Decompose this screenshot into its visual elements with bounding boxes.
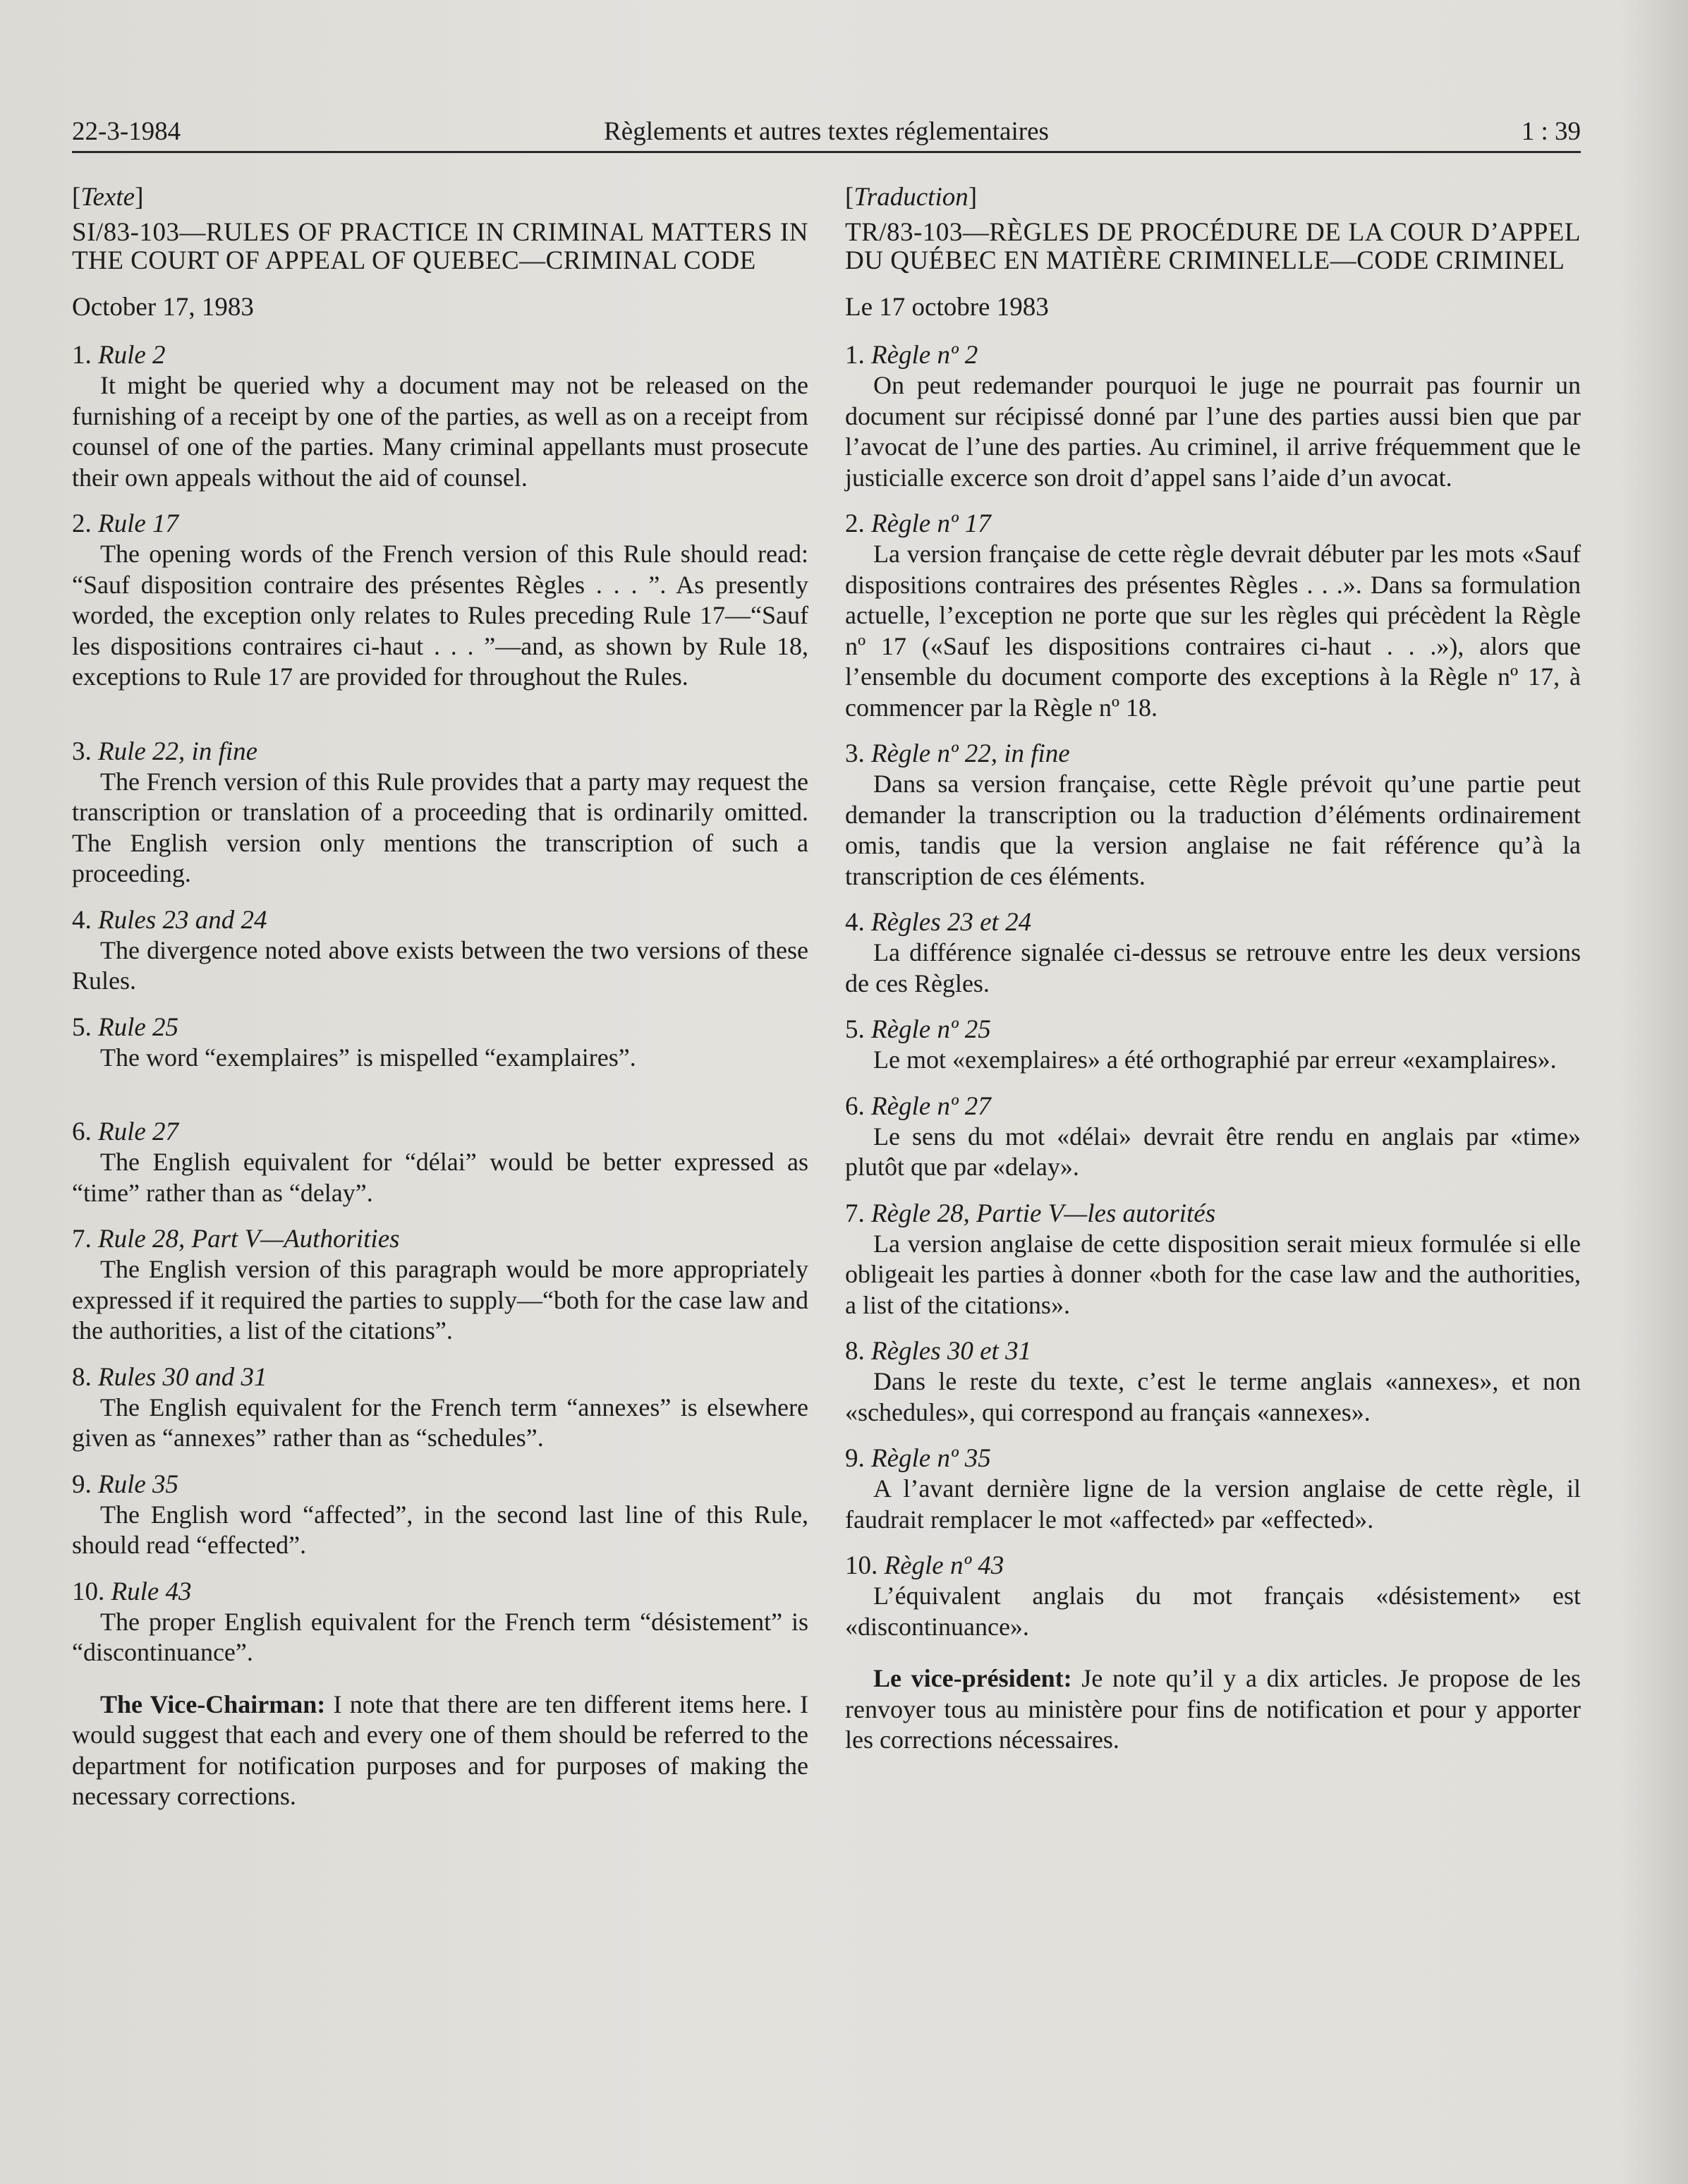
french-column — [845, 182, 1581, 1756]
item-body: A l’avant dernière ligne de la version anglaise de cette règle, il faudrait remplacer le mot «affected» par «effected». — [845, 1474, 1581, 1534]
closing-text: Je note qu’il y a dix articles. Je propose de les renvoyer tous au ministère pour fins de notification et pour y apporter les corrections nécessaires. — [845, 1664, 1581, 1754]
list-item — [845, 1091, 1581, 1183]
closing-remark — [845, 1663, 1581, 1756]
closing-text: I note that there are ten different items here. I would suggest that each and every one of them should be referred to the department for notification purposes and for purposes of making the necessary corrections. — [72, 1689, 809, 1810]
item-body: The English version of this paragraph would be more appropriately expressed if it required the parties to supply—“both for the case law and the authorities, a list of the citations”. — [72, 1255, 808, 1345]
item-heading: 10. Règle nº 43 — [845, 1551, 1004, 1580]
item-heading: 8. Rules 30 and 31 — [72, 1362, 267, 1392]
list-item — [72, 509, 808, 693]
item-heading: 3. Règle nº 22, in fine — [845, 739, 1070, 768]
speaker-name: Le vice-président: — [873, 1664, 1072, 1692]
list-item — [845, 1443, 1581, 1535]
item-heading: 7. Règle 28, Partie V—les autorités — [845, 1199, 1216, 1228]
list-item — [845, 1551, 1581, 1642]
item-heading: 3. Rule 22, in fine — [72, 736, 258, 766]
list-item — [845, 907, 1581, 999]
list-item — [72, 736, 808, 890]
item-body: The opening words of the French version of this Rule should read: “Sauf disposition contraire des présentes Règles . . . ”. As presently worded, the exception only relates to Rules preceding Rule 17—“Sauf les dispositions contraires ci-haut . . . ”—and, as shown by Rule 18, exceptions to Rule 17 are provided for throughout the Rules. — [72, 540, 808, 691]
list-item — [72, 1012, 808, 1074]
closing-remark — [72, 1689, 808, 1812]
item-heading: 9. Règle nº 35 — [845, 1444, 991, 1473]
list-item — [845, 340, 1581, 493]
source-label: [Texte] — [72, 183, 144, 212]
document-title: SI/83-103—RULES OF PRACTICE IN CRIMINAL MATTERS IN THE COURT OF APPEAL OF QUEBEC—CRIMINAL CODE — [72, 218, 808, 275]
item-heading: 1. Règle nº 2 — [845, 341, 978, 370]
list-item — [845, 739, 1581, 892]
item-body: Le mot «exemplaires» a été orthographié par erreur «examplaires». — [873, 1045, 1557, 1074]
item-heading: 5. Rule 25 — [72, 1012, 179, 1042]
item-body: The proper English equivalent for the French term “désistement” is “discontinuance”. — [72, 1607, 808, 1666]
list-item — [845, 509, 1581, 723]
list-item — [72, 1577, 808, 1668]
item-heading: 7. Rule 28, Part V—Authorities — [72, 1225, 400, 1254]
list-item — [72, 340, 808, 493]
item-heading: 6. Règle nº 27 — [845, 1091, 991, 1121]
item-heading: 4. Rules 23 and 24 — [72, 905, 267, 935]
list-item — [845, 1014, 1581, 1076]
item-body: La version anglaise de cette disposition serait mieux formulée si elle obligeait les parties à donner «both for the case law and the authorities, a list of the citations». — [845, 1229, 1581, 1319]
item-body: The English word “affected”, in the second last line of this Rule, should read “effected”. — [72, 1500, 808, 1559]
item-heading: 4. Règles 23 et 24 — [845, 908, 1032, 937]
speaker-name: The Vice-Chairman: — [100, 1689, 326, 1718]
list-item — [72, 1469, 808, 1561]
document-date: Le 17 octobre 1983 — [845, 293, 1049, 322]
page-header — [72, 111, 1581, 153]
item-body: L’équivalent anglais du mot français «désistement» est «discontinuance». — [845, 1582, 1581, 1641]
item-body: The French version of this Rule provides that a party may request the transcription or translation of a proceeding that is ordinarily omitted. The English version only mentions the transcription of such a proceeding. — [72, 767, 808, 887]
list-item — [72, 1362, 808, 1454]
header-date: 22-3-1984 — [72, 117, 181, 146]
list-item — [72, 1117, 808, 1208]
item-heading: 9. Rule 35 — [72, 1469, 179, 1499]
header-page-number: 1 : 39 — [1521, 117, 1581, 146]
item-body: On peut redemander pourquoi le juge ne pourrait pas fournir un document sur récipissé donné par l’une des parties aussi bien que par l’avocat de l’une des parties. Au criminel, il arrive fréquemment que le justicialle excerce son droit d’appel sans l’aide d’un avocat. — [845, 371, 1581, 492]
english-column — [72, 182, 808, 1812]
item-body: The word “exemplaires” is mispelled “examplaires”. — [100, 1043, 636, 1072]
item-body: The English equivalent for “délai” would be better expressed as “time” rather than as “delay”. — [72, 1148, 808, 1207]
item-heading: 2. Règle nº 17 — [845, 509, 991, 538]
item-body: Le sens du mot «délai» devrait être rendu en anglais par «time» plutôt que par «delay». — [845, 1122, 1581, 1181]
item-body: Dans sa version française, cette Règle prévoit qu’une partie peut demander la transcription ou la traduction d’éléments ordinairement omis, tandis que la version anglaise ne fait référence qu’à la transcription de ces éléments. — [845, 770, 1581, 890]
item-body: The divergence noted above exists between the two versions of these Rules. — [72, 935, 808, 995]
source-label: [Traduction] — [845, 183, 978, 212]
item-body: It might be queried why a document may not be released on the furnishing of a receipt by one of the parties, as well as on a receipt from counsel of one of the parties. Many criminal appellants must prosecute their own appeals without the aid of counsel. — [72, 371, 808, 492]
document-title: TR/83-103—RÈGLES DE PROCÉDURE DE LA COUR D’APPEL DU QUÉBEC EN MATIÈRE CRIMINELLE—CODE CRIMINEL — [845, 218, 1581, 275]
item-heading: 8. Règles 30 et 31 — [845, 1337, 1032, 1366]
list-item — [845, 1336, 1581, 1428]
list-item — [845, 1199, 1581, 1321]
document-date: October 17, 1983 — [72, 293, 254, 322]
item-heading: 1. Rule 2 — [72, 341, 166, 370]
item-heading: 10. Rule 43 — [72, 1577, 192, 1606]
item-body: La différence signalée ci-dessus se retrouve entre les deux versions de ces Règles. — [845, 938, 1581, 997]
item-heading: 5. Règle nº 25 — [845, 1015, 991, 1044]
item-body: Dans le reste du texte, c’est le terme anglais «annexes», et non «schedules», qui correspond au français «annexes». — [845, 1367, 1581, 1426]
list-item — [72, 905, 808, 997]
header-title: Règlements et autres textes réglementaires — [604, 117, 1049, 146]
item-body: La version française de cette règle devrait débuter par les mots «Sauf dispositions contraires des présentes Règles . . .». Dans sa formulation actuelle, l’exception ne porte que sur les règles qui précèdent la Règle nº 17 («Sauf les dispositions contraires ci-haut . . .»), alors que l’ensemble du document comporte des exceptions à la Règle nº 17, à commencer par la Règle nº 18. — [845, 540, 1581, 722]
item-heading: 2. Rule 17 — [72, 509, 179, 538]
list-item — [72, 1224, 808, 1347]
item-body: The English equivalent for the French term “annexes” is elsewhere given as “annexes” rather than as “schedules”. — [72, 1393, 808, 1452]
item-heading: 6. Rule 27 — [72, 1117, 179, 1146]
